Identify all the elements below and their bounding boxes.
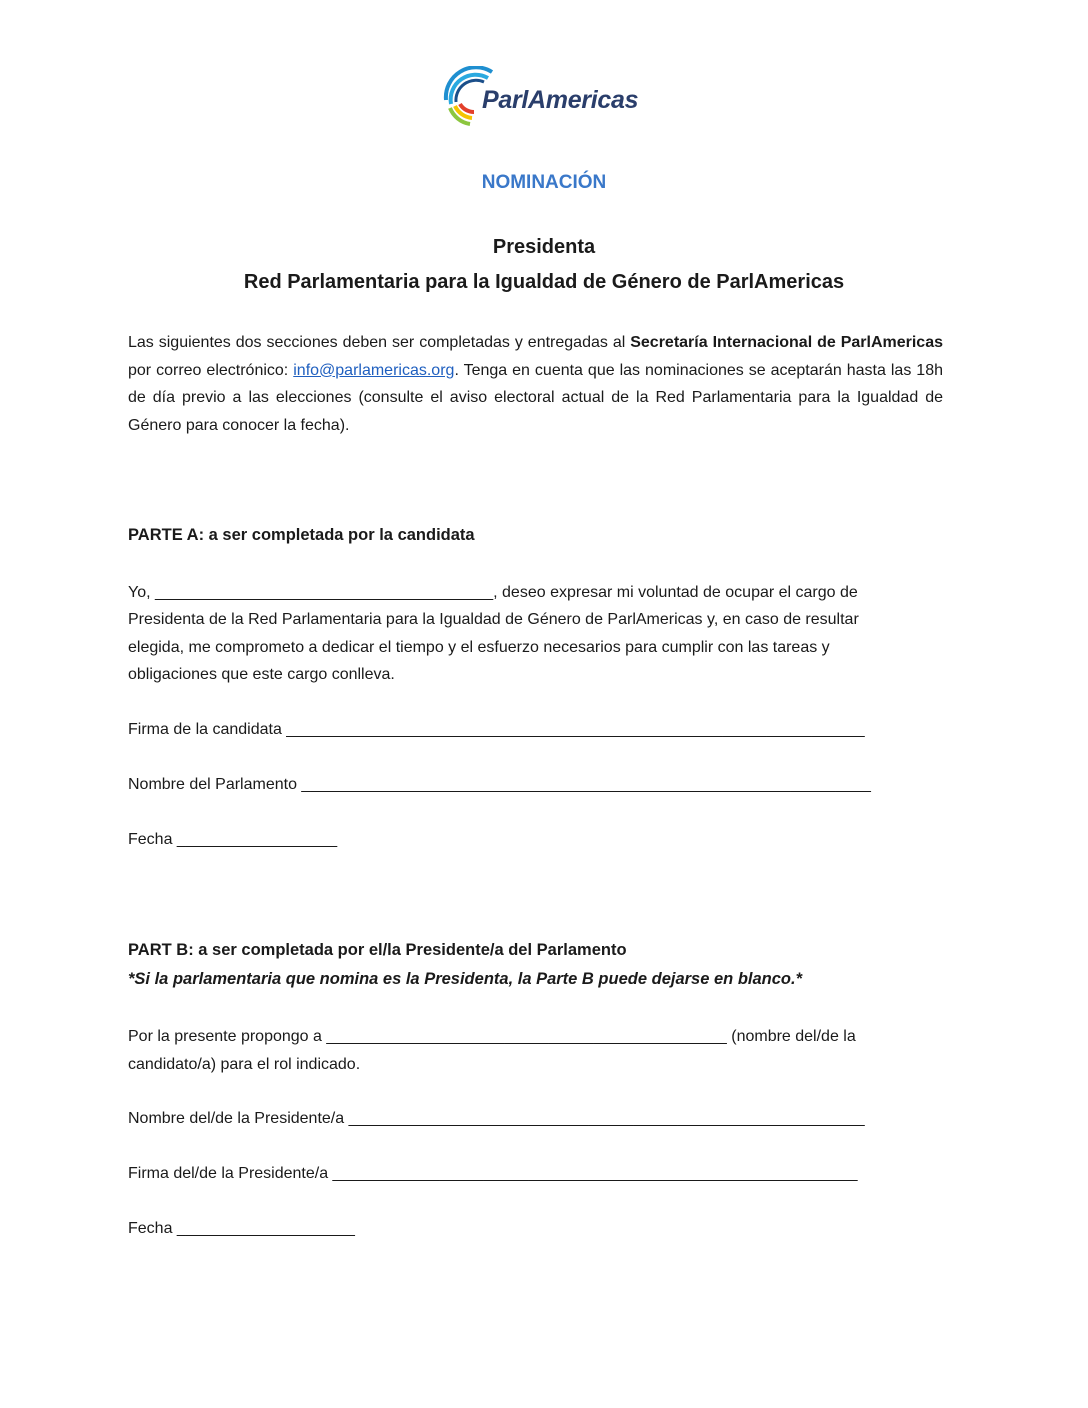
part-b-line1: Por la presente propongo a _____________________________________________ (nombre del/de la [128, 1028, 856, 1045]
part-a-line4: obligaciones que este cargo conlleva. [128, 666, 395, 683]
part-a-line2: Presidenta de la Red Parlamentaria para la Igualdad de Género de ParlAmericas y, en caso de resultar [128, 611, 859, 628]
document-title-line2: Red Parlamentaria para la Igualdad de Género de ParlAmericas [243, 271, 845, 293]
part-b-note: *Si la parlamentaria que nomina es la Presidenta, la Parte B puede dejarse en blanco.* [128, 970, 803, 988]
part-b-line2: candidato/a) para el rol indicado. [128, 1056, 361, 1073]
president-signature-field: Firma del/de la Presidente/a ___________________________________________________________ [128, 1165, 858, 1182]
part-a-heading: PARTE A: a ser completada por la candidata [128, 526, 475, 544]
intro-paragraph [128, 329, 943, 440]
logo-wordmark: ParlAmericas [482, 86, 639, 114]
intro-text-1: Las siguientes dos secciones deben ser completadas y entregadas al [128, 334, 631, 351]
document-title-line1: Presidenta [492, 236, 596, 258]
email-link[interactable]: info@parlamericas.org [293, 361, 455, 379]
president-name-field: Nombre del/de la Presidente/a __________________________________________________________ [128, 1110, 865, 1127]
intro-text-2: por correo electrónico: [128, 361, 294, 379]
candidate-signature-field: Firma de la candidata _________________________________________________________________ [128, 721, 865, 738]
part-a-line1: Yo, ______________________________________, deseo expresar mi voluntad de ocupar el cargo de [128, 584, 858, 601]
part-a-date-field: Fecha __________________ [128, 831, 338, 848]
intro-text-3: . Tenga en cuenta que las nominaciones se aceptarán hasta las 18h de día previo a las elecciones (consulte el aviso electoral actual de la Red Parlamentaria para la Igualdad de Género para conocer la fecha). [128, 361, 943, 435]
part-b-heading: PART B: a ser completada por el/la Presidente/a del Parlamento [128, 941, 627, 959]
nomination-heading: NOMINACIÓN [481, 172, 607, 193]
part-b-date-field: Fecha ____________________ [128, 1220, 355, 1237]
part-a-line3: elegida, me comprometo a dedicar el tiempo y el esfuerzo necesarios para cumplir con las tareas y [128, 639, 830, 656]
parliament-name-field: Nombre del Parlamento ________________________________________________________________ [128, 776, 871, 793]
parlamericas-logo [440, 66, 660, 130]
intro-bold-secretariat: Secretaría Internacional de ParlAmericas [630, 334, 944, 351]
